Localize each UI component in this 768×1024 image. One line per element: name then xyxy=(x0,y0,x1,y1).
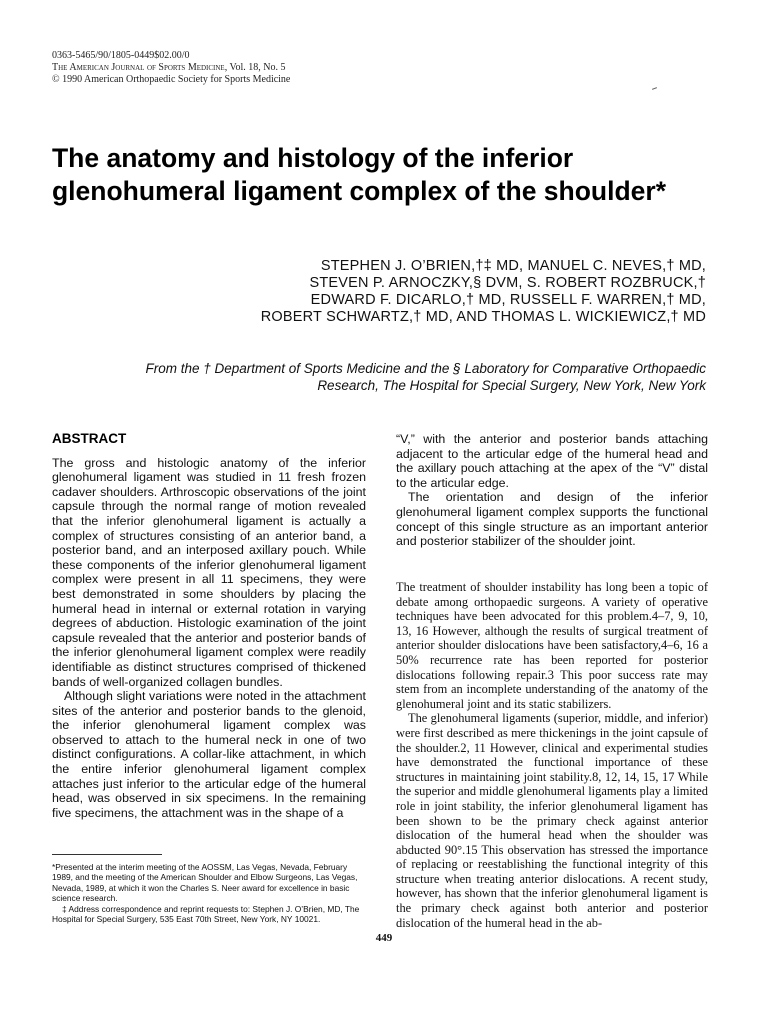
journal-header xyxy=(52,50,290,86)
body-paragraph: The glenohumeral ligaments (superior, middle, and inferior) were first described as mere thickenings in the joint capsule of the shoulder.2, 11 However, clinical and experimental studies have demonstrated the functional importance of these structures in maintaining joint stability.8, 12, 14, 15, 17 While the superior and middle glenohumeral ligaments play a limited role in joint stability, the inferior glenohumeral ligament has been shown to be the primary check against anterior dislocation of the humeral head when the shoulder was abducted 90°.15 This observation has stressed the importance of replacing or reestablishing the functional integrity of this structure when treating anterior dislocations. A recent study, however, has shown that the inferior glenohumeral ligament is the primary check against both anterior and posterior dislocation of the humeral head in the ab- xyxy=(396,711,708,930)
author-line: ROBERT SCHWARTZ,† MD, AND THOMAS L. WICKIEWICZ,† MD xyxy=(260,309,706,325)
journal-volume: , Vol. 18, No. 5 xyxy=(224,62,286,73)
journal-citation xyxy=(52,62,290,74)
author-line: STEVEN P. ARNOCZKY,§ DVM, S. ROBERT ROZBRUCK,† xyxy=(309,275,706,291)
footnotes xyxy=(52,862,366,924)
footnote-divider xyxy=(52,854,162,855)
footnote: ‡ Address correspondence and reprint requests to: Stephen J. O’Brien, MD, The Hospital for Special Surgery, 535 East 70th Street, New York, NY 10021. xyxy=(52,903,360,925)
abstract-paragraph: The gross and histologic anatomy of the inferior glenohumeral ligament was studied in 11 fresh frozen cadaver shoulders. Arthroscopic observations of the joint capsule through the normal range of motion revealed that the inferior glenohumeral ligament is actually a complex of structures consisting of an anterior band, a posterior band, and an interposed axillary pouch. While these components of the inferior glenohumeral ligament complex were present in all 11 specimens, they were best demonstrated in some shoulders by placing the humeral head in internal or external rotation in varying degrees of abduction. Histologic examination of the joint capsule revealed that the anterior and posterior bands of the inferior glenohumeral ligament complex were readily identifiable as distinct structures comprised of thickened bands of well-organized collagen bundles. xyxy=(52,455,366,689)
abstract-heading: ABSTRACT xyxy=(52,431,127,446)
page-number: 449 xyxy=(375,932,393,944)
author-line: STEPHEN J. O’BRIEN,†‡ MD, MANUEL C. NEVES,† MD, xyxy=(320,258,706,274)
article-title: The anatomy and histology of the inferior glenohumeral ligament complex of the shoulder* xyxy=(52,143,667,206)
abstract-column xyxy=(52,432,366,820)
article-code: 0363-5465/90/1805-0449$02.00/0 xyxy=(52,50,190,61)
body-paragraph: The treatment of shoulder instability has long been a topic of debate among orthopaedic surgeons. A variety of operative techniques have been advocated for this problem.4–7, 9, 10, 13, 16 However, although the results of surgical treatment of anterior shoulder dislocations have been satisfactory,4–6, 16 a 50% recurrence rate has been reported for posterior dislocations following repair.3 This poor success rate may stem from an incomplete understanding of the anatomy of the glenohumeral joint and its static stabilizers. xyxy=(396,580,708,711)
author-list xyxy=(66,258,706,326)
scan-mark xyxy=(652,87,657,90)
abstract-paragraph: “V,” with the anterior and posterior bands attaching adjacent to the articular edge of the humeral head and the axillary pouch attaching at the apex of the “V” distal to the articular edge. xyxy=(396,432,708,490)
abstract-continuation xyxy=(396,432,708,549)
affiliation xyxy=(26,360,706,394)
abstract-paragraph: Although slight variations were noted in the attachment sites of the anterior and posterior bands to the glenoid, the inferior glenohumeral ligament complex was observed to attach to the humeral neck in one of two distinct configurations. A collar-like attachment, in which the entire inferior glenohumeral ligament complex attaches just inferior to the articular edge of the humeral head, was observed in six specimens. In the remaining five specimens, the attachment was in the shape of a xyxy=(52,689,366,820)
abstract-paragraph: The orientation and design of the inferior glenohumeral ligament complex supports the functional concept of this single structure as an important anterior and posterior stabilizer of the shoulder joint. xyxy=(396,490,708,549)
affiliation-line: From the † Department of Sports Medicine and the § Laboratory for Comparative Orthopaedic xyxy=(145,361,706,376)
copyright-line: © 1990 American Orthopaedic Society for Sports Medicine xyxy=(52,74,291,85)
journal-name: The American Journal of Sports Medicine xyxy=(52,62,225,73)
affiliation-line: Research, The Hospital for Special Surgery, New York, New York xyxy=(317,378,706,393)
footnote: *Presented at the interim meeting of the AOSSM, Las Vegas, Nevada, February 1989, and the meeting of the American Shoulder and Elbow Surgeons, Las Vegas, Nevada, 1989, at which it won the Charles S. Neer award for excellence in basic science research. xyxy=(52,862,358,904)
body-text xyxy=(396,580,708,930)
author-line: EDWARD F. DICARLO,† MD, RUSSELL F. WARREN,† MD, xyxy=(310,292,706,308)
